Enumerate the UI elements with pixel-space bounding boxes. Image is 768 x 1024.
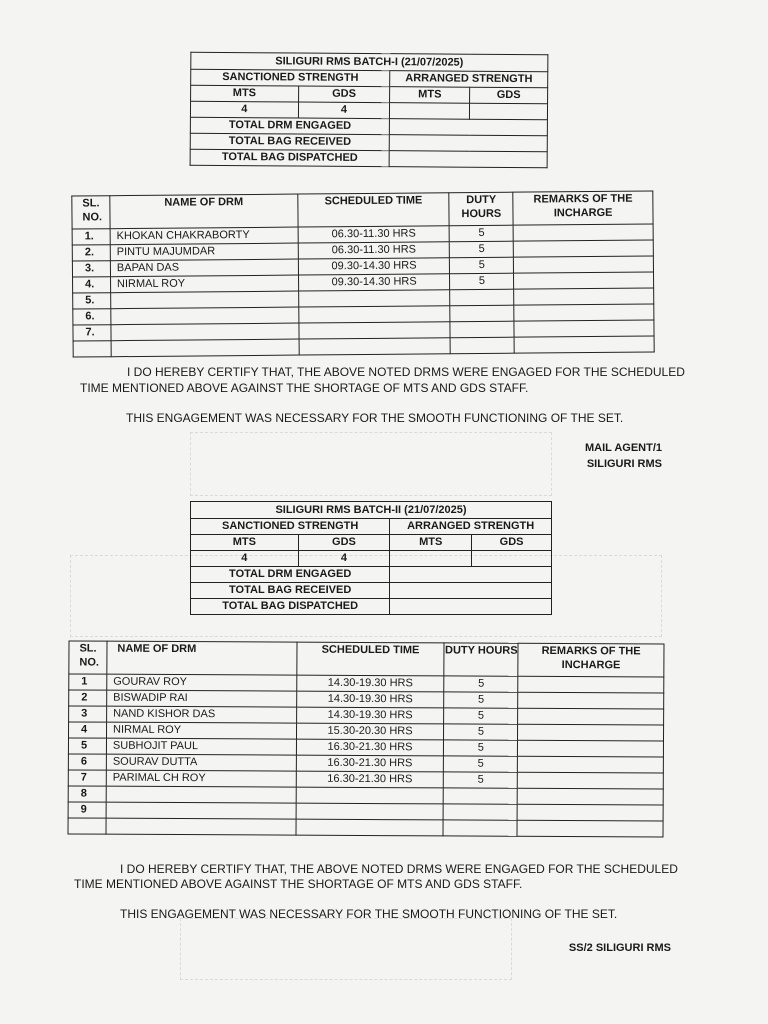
remarks-cell: [514, 240, 654, 257]
scheduled-time-cell: [298, 290, 450, 307]
sanctioned-mts-value: 4: [190, 101, 298, 118]
remarks-cell: [513, 224, 653, 241]
remarks-cell: [518, 692, 664, 709]
table-row: [68, 818, 663, 837]
drm-name-cell: GOURAV ROY: [107, 674, 297, 691]
drm-name-cell: SOURAV DUTTA: [106, 754, 296, 771]
sl-cell: 5: [68, 738, 106, 754]
scheduled-time-cell: [299, 306, 451, 323]
duty-hours-cell: [450, 321, 514, 338]
header-sl-no: SL. NO.: [72, 196, 110, 229]
total-drm-engaged-value: [390, 119, 548, 136]
drm-name-cell: BAPAN DAS: [110, 259, 298, 277]
header-name-of-drm: NAME OF DRM: [110, 194, 298, 229]
remarks-cell: [514, 272, 654, 289]
total-drm-engaged-value: [390, 567, 552, 583]
batch2-signature: [569, 940, 671, 956]
sanctioned-strength-label: SANCTIONED STRENGTH: [191, 69, 390, 86]
sl-cell: 3: [69, 706, 107, 722]
sl-cell: 8: [68, 786, 106, 802]
total-bag-dispatched-label: TOTAL BAG DISPATCHED: [190, 149, 389, 166]
remarks-cell: [514, 288, 654, 305]
sl-cell: 4: [69, 722, 107, 738]
scheduled-time-cell: [299, 322, 451, 339]
duty-hours-cell: 5: [450, 225, 514, 242]
sanctioned-mts-label: MTS: [191, 535, 299, 551]
sl-cell: 7.: [73, 325, 111, 341]
remarks-cell: [514, 304, 654, 321]
header-duty-hours: DUTY HOURS: [449, 192, 513, 226]
arranged-mts-value: [390, 551, 472, 567]
batch1-certify-line2: TIME MENTIONED ABOVE AGAINST THE SHORTAGE OF MTS AND GDS STAFF.: [80, 381, 529, 395]
duty-hours-cell: 5: [444, 772, 518, 788]
sanctioned-gds-value: 4: [298, 551, 390, 567]
duty-hours-cell: 5: [444, 756, 518, 772]
drm-name-cell: [106, 802, 296, 819]
batch2-drm-table: [67, 640, 664, 837]
drm-name-cell: NAND KISHOR DAS: [107, 706, 297, 723]
drm-name-cell: NIRMAL ROY: [110, 275, 298, 293]
sl-cell: [68, 818, 106, 834]
duty-hours-cell: 5: [450, 273, 514, 290]
batch1-drm-table: [71, 190, 654, 357]
header-name-of-drm: NAME OF DRM: [107, 641, 297, 675]
scheduled-time-cell: 16.30-21.30 HRS: [296, 739, 444, 756]
drm-name-cell: [111, 323, 299, 341]
duty-hours-cell: 5: [450, 257, 514, 274]
arranged-gds-value: [472, 551, 552, 567]
signature-office: SILIGURI RMS: [586, 458, 662, 470]
drm-name-cell: NIRMAL ROY: [106, 722, 296, 739]
scheduled-time-cell: [299, 338, 451, 355]
sl-cell: 6.: [73, 309, 111, 325]
header-remarks: REMARKS OF THE INCHARGE: [518, 643, 664, 677]
total-bag-received-label: TOTAL BAG RECEIVED: [191, 583, 390, 599]
header-scheduled-time: SCHEDULED TIME: [296, 642, 444, 676]
duty-hours-cell: [443, 820, 517, 836]
sl-cell: 2: [69, 690, 107, 706]
duty-hours-cell: [450, 289, 514, 306]
remarks-cell: [518, 708, 664, 725]
duty-hours-cell: [444, 804, 518, 820]
sanctioned-gds-label: GDS: [298, 86, 390, 103]
total-bag-received-label: TOTAL BAG RECEIVED: [190, 133, 389, 150]
total-drm-engaged-label: TOTAL DRM ENGAGED: [190, 117, 389, 134]
scheduled-time-cell: 09.30-14.30 HRS: [298, 258, 450, 275]
header-remarks: REMARKS OF THE INCHARGE: [513, 191, 653, 225]
batch1-summary-table: [190, 52, 549, 168]
remarks-cell: [518, 756, 664, 773]
arranged-mts-label: MTS: [390, 87, 470, 104]
arranged-strength-label: ARRANGED STRENGTH: [390, 71, 548, 88]
arranged-gds-value: [470, 103, 548, 120]
drm-name-cell: KHOKAN CHAKRABORTY: [110, 227, 298, 245]
sl-cell: 9: [68, 802, 106, 818]
duty-hours-cell: [451, 337, 515, 354]
sl-cell: 4.: [73, 277, 111, 293]
header-duty-hours: DUTY HOURS: [444, 643, 518, 676]
batch2-summary-title: SILIGURI RMS BATCH-II (21/07/2025): [191, 502, 552, 519]
drm-name-cell: [111, 307, 299, 325]
scheduled-time-cell: 16.30-21.30 HRS: [296, 771, 444, 788]
total-bag-dispatched-value: [390, 599, 552, 615]
sl-cell: 1: [69, 674, 107, 690]
remarks-cell: [517, 820, 663, 837]
scheduled-time-cell: 14.30-19.30 HRS: [296, 691, 444, 708]
total-bag-dispatched-label: TOTAL BAG DISPATCHED: [191, 599, 390, 615]
sl-cell: 6: [68, 754, 106, 770]
remarks-cell: [518, 740, 664, 757]
sl-cell: 3.: [72, 261, 110, 277]
duty-hours-cell: [444, 788, 518, 804]
remarks-cell: [517, 788, 663, 805]
signature-designation: MAIL AGENT/1: [584, 442, 662, 454]
scheduled-time-cell: [296, 819, 444, 836]
sanctioned-strength-label: SANCTIONED STRENGTH: [191, 519, 390, 535]
drm-name-cell: BISWADIP RAI: [107, 690, 297, 707]
scheduled-time-cell: 06.30-11.30 HRS: [298, 242, 450, 259]
drm-name-cell: [111, 339, 299, 357]
duty-hours-cell: 5: [444, 676, 518, 692]
drm-name-cell: [106, 786, 296, 803]
remarks-cell: [514, 320, 654, 337]
duty-hours-cell: 5: [450, 241, 514, 258]
batch2-necessity-statement: THIS ENGAGEMENT WAS NECESSARY FOR THE SMOOTH FUNCTIONING OF THE SET.: [120, 907, 618, 921]
total-bag-received-value: [390, 583, 552, 599]
remarks-cell: [517, 804, 663, 821]
drm-name-cell: [111, 291, 299, 309]
sl-cell: 5.: [73, 293, 111, 309]
total-bag-dispatched-value: [389, 151, 547, 168]
drm-name-cell: [106, 818, 296, 835]
duty-hours-cell: 5: [444, 724, 518, 740]
sanctioned-mts-value: 4: [191, 551, 299, 567]
batch1-signature: [585, 440, 662, 472]
duty-hours-cell: [450, 305, 514, 322]
remarks-cell: [514, 336, 654, 353]
drm-name-cell: PARIMAL CH ROY: [106, 770, 296, 787]
arranged-mts-label: MTS: [390, 535, 472, 551]
scheduled-time-cell: [296, 787, 444, 804]
remarks-cell: [514, 256, 654, 273]
total-bag-received-value: [390, 135, 548, 152]
batch2-summary-table: [190, 501, 552, 615]
header-sl-no: SL. NO.: [69, 641, 107, 674]
sl-cell: 1.: [72, 229, 110, 245]
sanctioned-gds-label: GDS: [298, 535, 390, 551]
batch2-certify-line2: TIME MENTIONED ABOVE AGAINST THE SHORTAGE OF MTS AND GDS STAFF.: [74, 877, 523, 891]
arranged-strength-label: ARRANGED STRENGTH: [390, 519, 552, 535]
remarks-cell: [518, 772, 664, 789]
scheduled-time-cell: [296, 803, 444, 820]
duty-hours-cell: 5: [444, 740, 518, 756]
duty-hours-cell: 5: [444, 708, 518, 724]
scheduled-time-cell: 06.30-11.30 HRS: [298, 226, 450, 243]
bleed-through-mark: [190, 432, 552, 496]
scheduled-time-cell: 14.30-19.30 HRS: [296, 707, 444, 724]
arranged-gds-label: GDS: [470, 87, 548, 104]
duty-hours-cell: 5: [444, 692, 518, 708]
total-drm-engaged-label: TOTAL DRM ENGAGED: [191, 567, 390, 583]
batch1-summary-title: SILIGURI RMS BATCH-I (21/07/2025): [191, 52, 548, 71]
arranged-gds-label: GDS: [472, 535, 552, 551]
arranged-mts-value: [390, 103, 470, 120]
sanctioned-mts-label: MTS: [191, 85, 299, 102]
batch1-certify-line1: I DO HEREBY CERTIFY THAT, THE ABOVE NOTED DRMS WERE ENGAGED FOR THE SCHEDULED: [127, 365, 685, 379]
signature-designation: SS/2 SILIGURI RMS: [568, 942, 671, 954]
remarks-cell: [518, 676, 664, 693]
drm-name-cell: PINTU MAJUMDAR: [110, 243, 298, 261]
header-scheduled-time: SCHEDULED TIME: [298, 193, 450, 227]
batch2-certify-line1: I DO HEREBY CERTIFY THAT, THE ABOVE NOTED DRMS WERE ENGAGED FOR THE SCHEDULED: [120, 862, 678, 876]
sl-cell: 7: [68, 770, 106, 786]
scheduled-time-cell: 16.30-21.30 HRS: [296, 755, 444, 772]
remarks-cell: [518, 724, 664, 741]
sl-cell: [73, 341, 111, 357]
scheduled-time-cell: 14.30-19.30 HRS: [296, 675, 444, 692]
sanctioned-gds-value: 4: [298, 102, 390, 119]
batch1-necessity-statement: THIS ENGAGEMENT WAS NECESSARY FOR THE SMOOTH FUNCTIONING OF THE SET.: [126, 411, 624, 425]
scheduled-time-cell: 09.30-14.30 HRS: [298, 274, 450, 291]
scheduled-time-cell: 15.30-20.30 HRS: [296, 723, 444, 740]
drm-name-cell: SUBHOJIT PAUL: [106, 738, 296, 755]
sl-cell: 2.: [72, 245, 110, 261]
bleed-through-mark: [180, 918, 512, 980]
